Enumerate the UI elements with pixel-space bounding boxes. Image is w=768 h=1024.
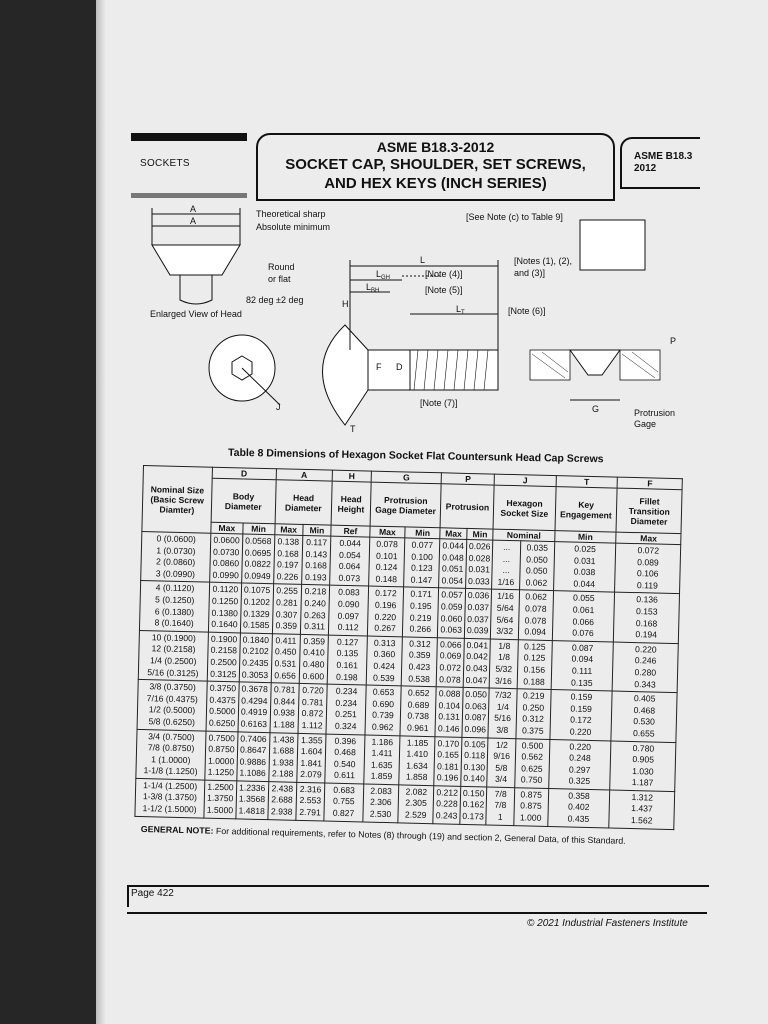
header-protrusion: Protrusion [440,484,494,529]
section-rule-bottom [131,193,247,198]
footer-frame [127,885,709,907]
cell-gage-min: 0.077 0.100 0.123 0.147 [404,538,440,588]
cell-head-max: 1.438 1.688 1.938 2.188 [268,732,298,782]
header-letter-p: P [441,473,494,485]
countersunk-head [323,325,369,425]
cell-hex-frac: 1/8 1/8 5/32 3/16 [490,639,519,689]
cell-hex-dec: 0.875 0.875 1.000 [514,788,549,827]
gage-block-left [530,350,570,380]
cell-head-min: 0.218 0.240 0.263 0.311 [300,585,330,635]
section-label: SOCKETS [140,158,190,169]
cell-prot-min: 0.050 0.063 0.087 0.096 [462,688,490,738]
cell-head-max: 0.255 0.281 0.307 0.359 [272,584,302,634]
general-note-label: GENERAL NOTE: [140,824,214,836]
subheader-protrusion-max: Max [440,528,467,540]
cell-hex-frac: 1/2 9/16 5/8 3/4 [487,738,516,788]
tab-line-2: 2012 [634,163,657,174]
cell-key: 0.220 0.248 0.297 0.325 [548,739,611,790]
subheader-body-min: Min [243,523,275,535]
cell-size: 3/4 (0.7500) 7/8 (0.8750) 1 (1.0000) 1-1/8 (1.1250) [136,729,206,780]
subheader-hex-nominal: Nominal [493,529,554,541]
header-hex-socket-size: Hexagon Socket Size [493,485,555,530]
dimensions-table-wrapper [134,465,682,830]
header-gage-diameter: Protrusion Gage Diameter [370,482,442,528]
cell-size: 4 (0.1120) 5 (0.1250) 6 (0.1380) 8 (0.1640) [139,581,209,632]
page-number: Page 422 [131,888,174,899]
cell-fillet: 0.072 0.089 0.106 0.119 [615,543,681,594]
cell-hex-dec: 0.125 0.125 0.156 0.188 [517,639,552,689]
copyright-notice: © 2021 Industrial Fasteners Institute [527,918,688,929]
cell-head-max: 2.438 2.688 2.938 [267,782,296,820]
subheader-head-min: Min [303,524,332,536]
cell-gage-max: 0.078 0.101 0.124 0.148 [368,537,404,587]
header-letter-t: T [556,476,618,489]
cell-prot-max: 0.057 0.059 0.060 0.063 [438,588,466,638]
cell-gage-min: 0.652 0.689 0.738 0.961 [400,686,436,736]
screw-diagram [140,200,700,450]
label-d: D [396,362,403,372]
subheader-head-max: Max [274,524,303,536]
cell-gage-max: 2.083 2.306 2.530 [363,784,399,823]
cell-fillet: 0.405 0.468 0.530 0.655 [611,691,677,742]
cell-prot-max: 0.170 0.165 0.181 0.196 [434,736,462,786]
shank-profile [180,275,212,304]
label-or-flat: or flat [268,274,291,284]
cell-size: 3/8 (0.3750) 7/16 (0.4375) 1/2 (0.5000) 5/8 (0.6250) [137,680,207,731]
cell-fillet: 0.220 0.246 0.280 0.343 [613,642,679,693]
label-a-2: A [190,216,197,226]
cell-gage-min: 0.171 0.195 0.219 0.266 [402,587,438,637]
title-line-2: AND HEX KEYS (INCH SERIES) [324,175,547,192]
header-key-engagement: Key Engagement [555,487,618,533]
label-g: G [592,404,600,414]
label-absolute-minimum: Absolute minimum [256,222,331,232]
cell-body-min: 0.1840 0.2102 0.2435 0.3053 [239,633,272,683]
cell-head-min: 1.355 1.604 1.841 2.079 [297,733,327,783]
cell-fillet: 1.312 1.437 1.562 [609,790,674,829]
label-t: T [350,424,356,434]
cell-size: 1-1/4 (1.2500) 1-3/8 (1.3750) 1-1/2 (1.5000) [135,778,205,817]
cell-body-min: 0.0568 0.0695 0.0822 0.0949 [241,534,274,584]
label-round: Round [268,262,295,272]
standard-title: ASME B18.3-2012 [376,139,495,155]
set-screw-sketch [580,220,645,270]
cell-body-min: 0.3678 0.4294 0.4919 0.6163 [238,682,271,732]
cell-prot-min: 0.041 0.042 0.043 0.047 [463,638,491,688]
cell-body-max: 0.7500 0.8750 1.0000 1.1250 [205,731,238,781]
footer-rule [127,912,707,914]
cell-hex-frac: ... ... ... 1/16 [492,540,521,590]
cell-hex-dec: 0.062 0.078 0.078 0.094 [518,590,553,640]
subheader-gage-min: Min [405,527,440,539]
cell-body-max: 1.2500 1.3750 1.5000 [204,780,237,819]
header-body-diameter: Body Diameter [211,478,276,524]
cell-body-max: 0.0600 0.0730 0.0860 0.0990 [210,533,243,583]
page-edge-shadow [96,0,106,1024]
cell-key: 0.358 0.402 0.435 [547,788,610,827]
tab-line-1: ASME B18.3 [634,151,693,162]
cell-prot-max: 0.044 0.048 0.051 0.054 [439,539,467,589]
cell-head-max: 0.138 0.168 0.197 0.226 [273,535,303,585]
cell-head-min: 0.720 0.781 0.872 1.112 [298,684,328,734]
label-p: P [670,336,677,346]
header-letter-d: D [212,467,276,480]
cell-key: 0.159 0.159 0.172 0.220 [549,690,612,741]
cell-key: 0.025 0.031 0.038 0.044 [553,542,616,593]
header-fillet-diameter: Fillet Transition Diameter [616,488,682,534]
label-lbh: $L_{BH}$ [366,282,380,294]
cell-hex-dec: 0.035 0.050 0.050 0.062 [519,541,554,591]
cell-fillet: 0.780 0.905 1.030 1.187 [610,741,676,792]
cell-prot-max: 0.212 0.228 0.243 [433,786,460,824]
cell-prot-max: 0.088 0.104 0.131 0.146 [435,687,463,737]
cell-head-min: 0.359 0.410 0.480 0.600 [299,634,329,684]
cell-head-max: 0.781 0.844 0.938 1.188 [270,683,300,733]
cell-prot-min: 0.036 0.037 0.037 0.039 [464,589,492,639]
header-head-height: Head Height [331,481,371,526]
cell-body-min: 0.7406 0.8647 0.9886 1.1086 [237,731,270,781]
label-gage: Gage [634,419,657,429]
cell-hex-dec: 0.500 0.562 0.625 0.750 [515,738,550,788]
label-a-1: A [190,204,197,214]
label-f: F [376,362,382,372]
label-note-4: [Note (4)] [425,269,463,279]
label-and-3: and (3)] [514,268,546,278]
label-enlarged-view: Enlarged View of Head [150,309,242,319]
subheader-protrusion-min: Min [467,528,494,540]
label-lt: $L_T$ [456,304,465,316]
label-see-note: [See Note (c) to Table 9] [466,212,563,222]
label-angle: 82 deg ±2 deg [246,295,304,305]
table-title: Table 8 Dimensions of Hexagon Socket Flat Countersunk Head Cap Screws [227,446,604,466]
cell-prot-min: 0.105 0.118 0.130 0.140 [461,737,489,787]
cell-body-min: 0.1075 0.1202 0.1329 0.1585 [240,583,273,633]
label-note-5: [Note (5)] [425,285,463,295]
gage-block-right [620,350,660,380]
title-line-1: SOCKET CAP, SHOULDER, SET SCREWS, [285,156,586,173]
head-profile [152,245,240,275]
cell-hex-frac: 7/8 7/8 1 [486,787,514,825]
label-notes-1-2: [Notes (1), (2), [514,256,573,266]
subheader-fillet-max: Max [616,532,681,545]
subheader-height-ref: Ref [331,525,370,537]
cell-body-max: 0.1900 0.2158 0.2500 0.3125 [207,632,240,682]
cell-key: 0.087 0.094 0.111 0.135 [551,640,614,691]
cell-height: 0.234 0.234 0.251 0.324 [326,684,366,734]
cell-body-min: 1.2336 1.3568 1.4818 [236,781,269,820]
label-j: J [276,402,281,412]
cell-size: 0 (0.0600) 1 (0.0730) 2 (0.0860) 3 (0.0990) [141,531,211,582]
subheader-gage-max: Max [370,526,405,538]
cell-gage-max: 0.313 0.360 0.424 0.539 [366,636,402,686]
cell-height: 0.396 0.468 0.540 0.611 [325,734,365,784]
cell-fillet: 0.136 0.153 0.168 0.194 [614,592,680,643]
title-box [256,133,615,201]
header-nominal-size: Nominal Size (Basic Screw Diamter) [142,466,213,534]
cell-gage-max: 0.172 0.196 0.220 0.267 [367,586,403,636]
label-note-6: [Note (6)] [508,306,546,316]
cell-head-min: 0.117 0.143 0.168 0.193 [301,535,331,585]
label-note-7: [Note (7)] [420,398,458,408]
cell-height: 0.127 0.135 0.161 0.198 [327,635,367,685]
cell-hex-frac: 1/16 5/64 5/64 3/32 [491,589,520,639]
cell-gage-max: 1.186 1.411 1.635 1.859 [364,735,400,785]
screw-shank [368,350,498,390]
cell-gage-min: 1.185 1.410 1.634 1.858 [399,735,435,785]
general-note-text: For additional requirements, refer to Notes (8) through (19) and section 2, General Data, of this Standard. [213,825,626,846]
header-head-diameter: Head Diameter [275,480,333,525]
header-letter-h: H [332,470,371,482]
dimensions-table [134,465,682,830]
label-protrusion: Protrusion [634,408,676,418]
cell-hex-frac: 7/32 1/4 5/16 3/8 [488,688,517,738]
cell-size: 10 (0.1900) 12 (0.2158) 1/4 (0.2500) 5/16 (0.3125) [138,630,208,681]
standard-tab [620,137,700,189]
header-letter-j: J [494,474,555,486]
cell-gage-min: 0.312 0.359 0.423 0.538 [401,637,437,687]
cell-height: 0.083 0.090 0.097 0.112 [329,585,369,635]
cell-gage-min: 2.082 2.305 2.529 [398,785,434,824]
gage-head [570,350,620,375]
label-l: L [420,255,426,265]
header-letter-g: G [371,471,442,484]
cell-key: 0.055 0.061 0.066 0.076 [552,591,615,642]
cell-prot-max: 0.066 0.069 0.072 0.078 [437,638,465,688]
cell-gage-max: 0.653 0.690 0.739 0.962 [365,685,401,735]
cell-body-max: 0.3750 0.4375 0.5000 0.6250 [206,681,239,731]
cell-body-max: 0.1120 0.1250 0.1380 0.1640 [208,583,241,633]
subheader-body-max: Max [211,522,243,534]
cell-height: 0.683 0.755 0.827 [324,783,364,822]
cell-prot-min: 0.026 0.028 0.031 0.033 [465,539,493,589]
table-body [135,531,681,829]
header-letter-f: F [618,477,683,490]
header-letter-a: A [276,469,333,481]
cell-height: 0.044 0.054 0.064 0.073 [330,536,370,586]
cell-head-max: 0.411 0.450 0.531 0.656 [271,633,301,683]
label-theoretical-sharp: Theoretical sharp [256,209,326,219]
cell-hex-dec: 0.219 0.250 0.312 0.375 [516,689,551,739]
cell-prot-min: 0.150 0.162 0.173 [460,786,487,824]
label-lgh: $L_{GH}$ [376,269,391,281]
cell-head-min: 2.316 2.553 2.791 [296,782,325,820]
section-rule-top [131,133,247,141]
subheader-key-min: Min [554,531,616,544]
label-h: H [342,299,349,309]
